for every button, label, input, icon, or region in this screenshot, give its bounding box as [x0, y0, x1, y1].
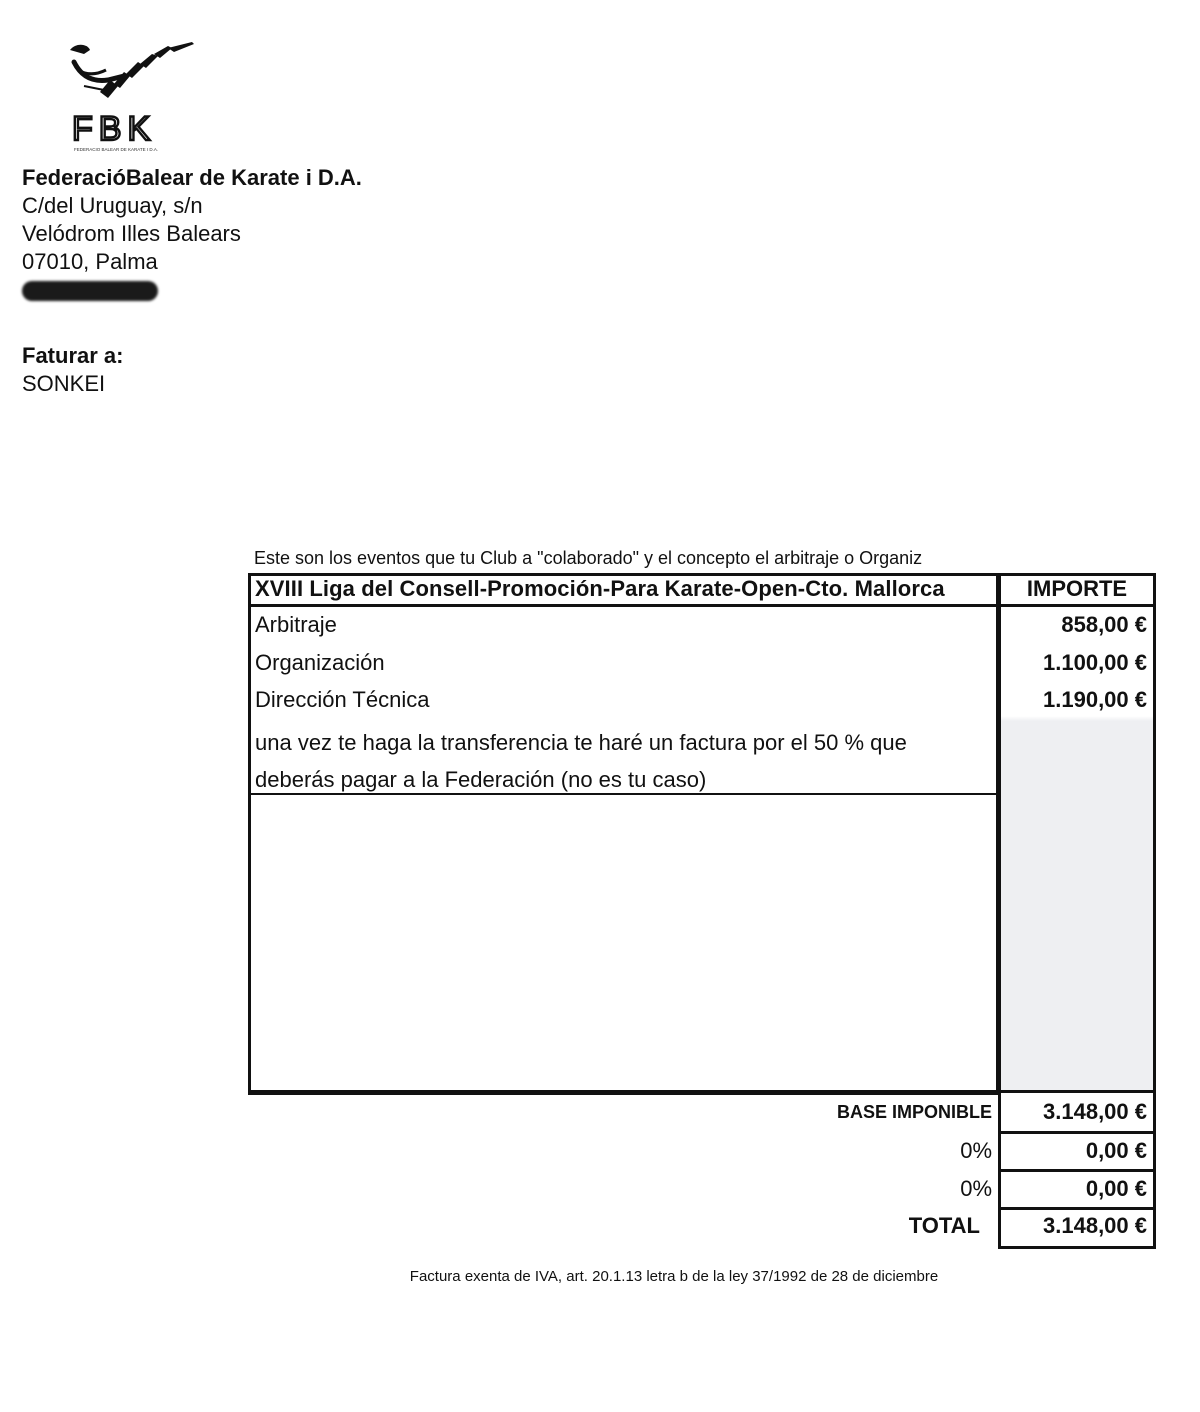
base-imponible-value: 3.148,00 €	[1043, 1099, 1147, 1124]
row-label-organizacion: Organización	[255, 650, 385, 675]
table-note	[255, 724, 907, 798]
row-label-direccion-tecnica: Dirección Técnica	[255, 687, 430, 712]
sender-name: FederacióBalear de Karate i D.A.	[22, 165, 362, 190]
amount-header: IMPORTE	[1026, 576, 1128, 601]
note-line-1: una vez te haga la transferencia te haré un factura por el 50 % que	[255, 730, 907, 755]
bill-to-label: Faturar a:	[22, 343, 124, 368]
table-title: XVIII Liga del Consell-Promoción-Para Karate-Open-Cto. Mallorca	[255, 576, 945, 601]
svg-text:FEDERACIO BALEAR DE KARATE I D: FEDERACIO BALEAR DE KARATE I D.A.	[74, 147, 159, 152]
svg-text:FBK: FBK	[72, 110, 157, 148]
row-amount-direccion-tecnica: 1.190,00 €	[1043, 687, 1147, 712]
tax-rate-2-label: 0%	[960, 1176, 992, 1201]
intro-text: Este son los eventos que tu Club a "colaborado" y el concepto el arbitraje o Organiz	[254, 548, 923, 568]
row-amount-arbitraje: 858,00 €	[1061, 612, 1147, 637]
row-amount-organizacion: 1.100,00 €	[1043, 650, 1147, 675]
header-divider	[248, 604, 999, 607]
bill-to-block	[22, 342, 123, 398]
total-label: TOTAL	[908, 1213, 980, 1238]
vat-exemption-note: Factura exenta de IVA, art. 20.1.13 letra b de la ley 37/1992 de 28 de diciembre	[409, 1268, 939, 1285]
amount-header-divider	[998, 604, 1156, 607]
redacted-tax-id	[22, 281, 158, 301]
sender-address-line1: C/del Uruguay, s/n	[22, 193, 203, 218]
tax-rate-1-label: 0%	[960, 1138, 992, 1163]
tax-1-value: 0,00 €	[1085, 1138, 1147, 1163]
note-line-2: deberás pagar a la Federación (no es tu caso)	[255, 767, 707, 792]
sender-address-line3: 07010, Palma	[22, 249, 158, 274]
total-value: 3.148,00 €	[1043, 1213, 1147, 1238]
tax-2-value: 0,00 €	[1085, 1176, 1147, 1201]
fbk-logo	[64, 40, 204, 155]
sender-address-line2: Velódrom Illes Balears	[22, 221, 241, 246]
karate-kick-icon	[64, 40, 204, 155]
row-label-arbitraje: Arbitraje	[255, 612, 337, 637]
sender-block	[22, 164, 362, 301]
note-divider	[248, 793, 999, 795]
bill-to-value: SONKEI	[22, 371, 106, 396]
base-imponible-label: BASE IMPONIBLE	[836, 1102, 992, 1122]
